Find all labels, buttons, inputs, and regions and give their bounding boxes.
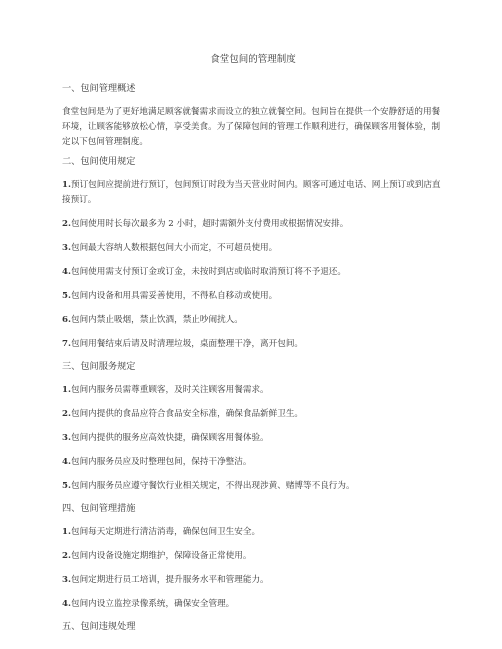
item-text: 包间每天定期进行清洁消毒，确保包间卫生安全。 — [70, 527, 261, 537]
item-text: 包间内设备设施定期维护，保障设备正常使用。 — [70, 551, 252, 561]
list-item — [62, 431, 444, 446]
list-item — [62, 313, 444, 328]
item-text: 包间内设立监控录像系统，确保安全管理。 — [70, 599, 235, 609]
item-number: 3. — [62, 433, 71, 443]
list-item — [62, 479, 444, 494]
item-number: 4. — [62, 599, 71, 609]
item-text: 包间内服务员应遵守餐饮行业相关规定，不得出现涉黄、赌博等不良行为。 — [70, 481, 355, 491]
list-item — [62, 337, 444, 352]
list-item — [62, 383, 444, 398]
document-title: 食堂包间的管理制度 — [210, 54, 296, 65]
item-number: 1. — [62, 385, 71, 395]
list-item — [62, 549, 444, 564]
item-text: 包间内服务员需尊重顾客，及时关注顾客用餐需求。 — [70, 385, 269, 395]
list-item — [62, 265, 444, 280]
section-heading: 五、包间违规处理 — [62, 621, 136, 632]
item-number: 4. — [62, 457, 71, 467]
item-text: 包间用餐结束后请及时清理垃圾，桌面整理干净，离开包间。 — [70, 339, 304, 349]
list-item — [62, 455, 444, 470]
item-number: 3. — [62, 575, 71, 585]
list-item — [62, 407, 444, 422]
list-item — [62, 217, 444, 232]
item-text: 预订包间应提前进行预订，包间预订时段为当天营业时间内。顾客可通过电话、网上预订或到店直接预订。 — [62, 180, 441, 205]
list-item — [62, 241, 444, 256]
item-number: 2. — [62, 409, 71, 419]
section-heading: 二、包间使用规定 — [62, 156, 136, 167]
section-usage-rules — [62, 156, 444, 352]
list-item — [62, 597, 444, 612]
section-service-rules — [62, 361, 444, 494]
item-text: 包间内提供的服务应高效快捷，确保顾客用餐体验。 — [70, 433, 269, 443]
item-text: 包间内禁止吸烟，禁止饮酒，禁止吵闹扰人。 — [70, 315, 243, 325]
list-item — [62, 178, 444, 208]
item-number: 2. — [62, 551, 71, 561]
list-item — [62, 525, 444, 540]
item-text: 包间最大容纳人数根据包间大小而定，不可超员使用。 — [70, 243, 278, 253]
section-heading: 一、包间管理概述 — [62, 83, 136, 94]
item-number: 7. — [62, 339, 71, 349]
list-item — [62, 573, 444, 588]
item-text: 包间内设备和用具需妥善使用，不得私自移动或使用。 — [70, 291, 278, 301]
item-text: 包间定期进行员工培训，提升服务水平和管理能力。 — [70, 575, 269, 585]
item-text: 包间内提供的食品应符合食品安全标准，确保食品新鲜卫生。 — [70, 409, 304, 419]
item-number: 5. — [62, 481, 71, 491]
item-number: 6. — [62, 315, 71, 325]
section-heading: 三、包间服务规定 — [62, 361, 136, 372]
section-overview — [62, 83, 444, 150]
item-text: 包间内服务员应及时整理包间，保持干净整洁。 — [70, 457, 252, 467]
item-text: 包间使用时长每次最多为 2 小时，超时需额外支付费用或根据情况安排。 — [70, 219, 349, 229]
item-number: 4. — [62, 267, 71, 277]
list-item — [62, 289, 444, 304]
item-number: 1. — [62, 180, 71, 190]
section-management-measures — [62, 503, 444, 612]
item-number: 2. — [62, 219, 71, 229]
section-heading: 四、包间管理措施 — [62, 503, 136, 514]
section-paragraph: 食堂包间是为了更好地满足顾客就餐需求而设立的独立就餐空间。包间旨在提供一个安静舒适的用餐环境，让顾客能够放松心情，享受美食。为了保障包间的管理工作顺利进行，确保顾客用餐体验，制定以下包间管理制度。 — [62, 107, 441, 147]
item-text: 包间使用需支付预订金或订金，未按时到店或临时取消预订将不予退还。 — [70, 267, 346, 277]
item-number: 5. — [62, 291, 71, 301]
section-violation-handling — [62, 621, 444, 633]
item-number: 1. — [62, 527, 71, 537]
item-number: 3. — [62, 243, 71, 253]
